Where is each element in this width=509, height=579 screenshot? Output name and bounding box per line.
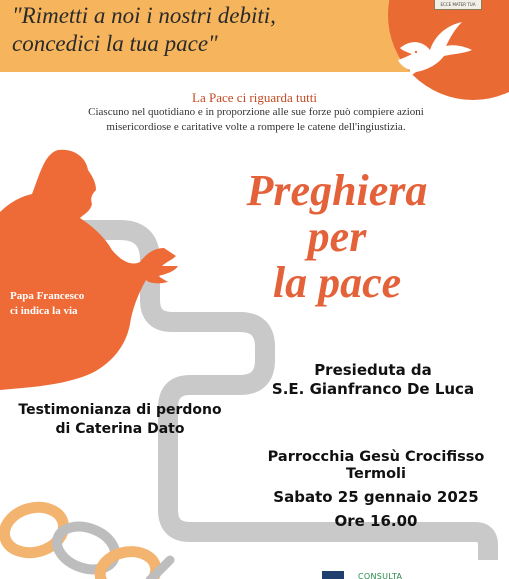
road-dot [419,544,429,554]
consulta-label: CONSULTA [358,572,403,579]
parish-line-1: Parrocchia Gesù Crocifisso [267,449,485,465]
testimony-line-1: Testimonianza di perdono [18,402,222,418]
title-line-2: per [307,212,367,261]
parish [238,449,509,483]
pope-silhouette [0,150,178,390]
testimony-line-2: di Caterina Dato [55,421,185,437]
parish-line-2: Termoli [346,466,406,482]
presided-line-2: S.E. Gianfranco De Luca [271,380,475,398]
dove-icon [394,20,474,78]
title-line-3: la pace [272,258,402,307]
intro-heading: La Pace ci riguarda tutti [192,90,317,105]
testimony [0,401,240,439]
top-banner [0,0,509,72]
road-dot [459,544,469,554]
pope-label-line-2: ci indica la via [10,305,78,317]
pope-label-line-1: Papa Francesco [10,290,85,302]
quote-line-1: "Rimetti a noi i nostri debiti, [12,3,276,28]
intro-text: Ciascuno nel quotidiano e in proporzione alle sue forze può compiere azioni misericordiose e caritative volte a rompere le catene dell'ingiustizia. [88,106,424,133]
presided-line-1: Presieduta da [314,361,432,379]
logo-plaque: ECCE MATER TUA [434,0,482,10]
presided-by [248,361,498,399]
chains [0,501,170,579]
road-dot [439,544,449,554]
quote-line-2: concedici la tua pace" [12,31,218,56]
event-time: Ore 16.00 [334,512,418,530]
pope-label [10,289,130,319]
event-date: Sabato 25 gennaio 2025 [273,488,479,506]
consulta-logo-icon [322,571,344,579]
main-title [212,168,462,306]
title-line-1: Preghiera [246,166,428,215]
banner-quote [12,2,342,58]
